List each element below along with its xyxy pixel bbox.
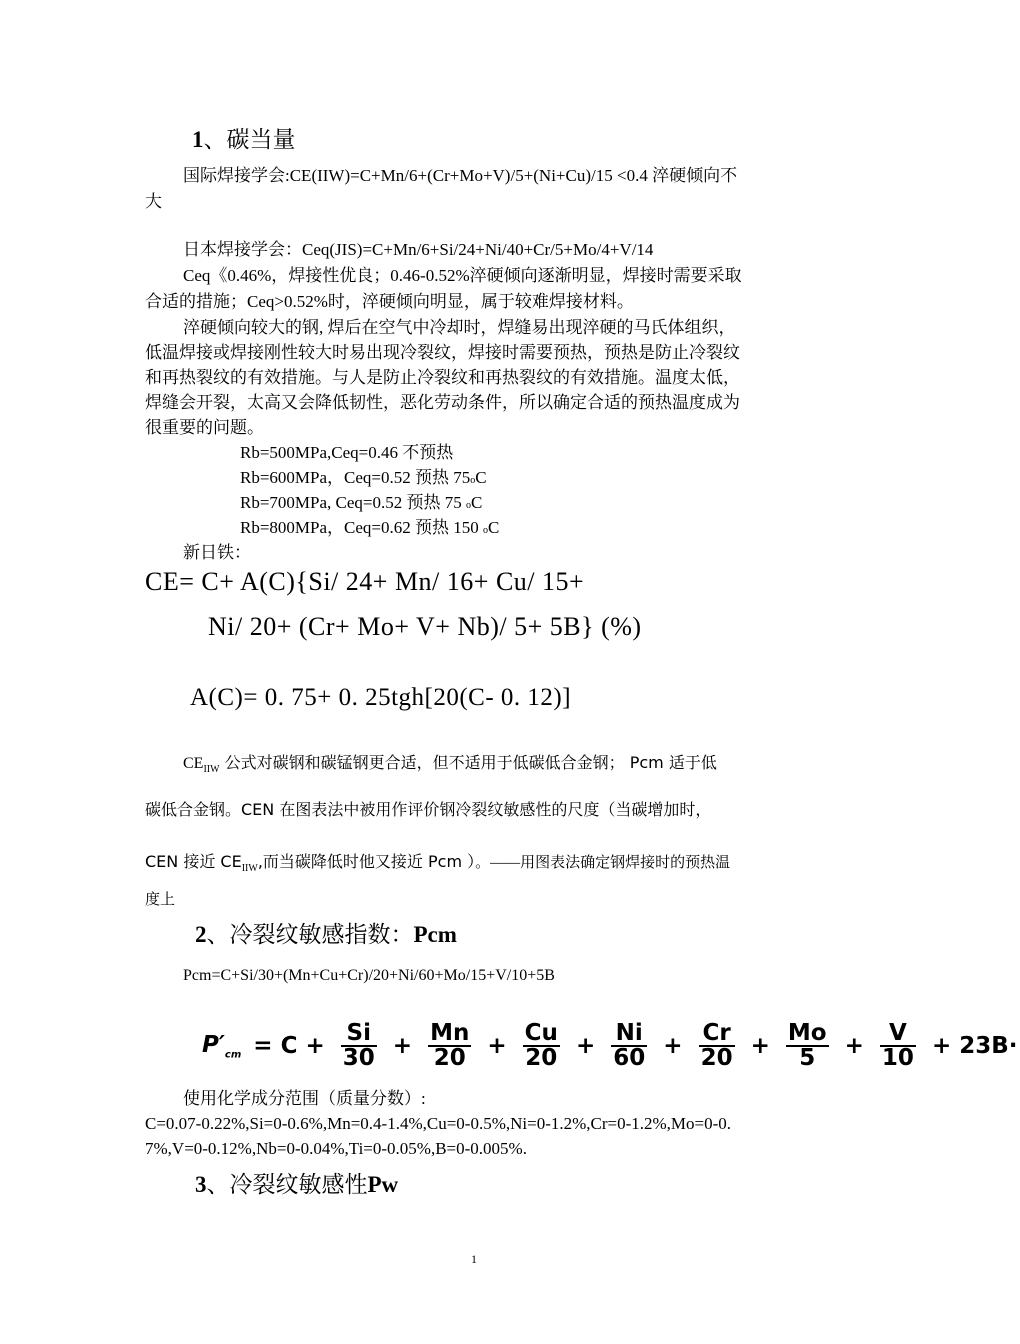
denominator: 20 [525,1045,558,1071]
degree-mark: o [470,475,476,486]
plus-sign: + [844,1033,864,1059]
degree-mark: o [466,500,472,511]
numerator: Si [341,1022,377,1047]
denominator: 20 [700,1045,733,1071]
ceq-text-line1: Ceq《0.46%，焊接性优良；0.46-0.52%淬硬倾向逐渐明显，焊接时需要采取 [183,266,742,285]
preheat-paragraph-line2: 低温焊接或焊接刚性较大时易出现冷裂纹，焊接时需要预热，预热是防止冷裂纹 [145,343,740,362]
plus-sign: + [392,1033,413,1059]
numerator: Cu [524,1020,558,1046]
rb-item-500: Rb=500MPa,Ceq=0.46 不预热 [240,443,454,462]
iiw-formula-line1: 国际焊接学会:CE(IIW)=C+Mn/6+(Cr+Mo+V)/5+(Ni+Cu)/15 <0.4 淬硬倾向不 [183,166,738,185]
composition-range-line1: C=0.07-0.22%,Si=0-0.6%,Mn=0.4-1.4%,Cu=0-0.5%,Ni=0-1.2%,Cr=0-1.2%,Mo=0-0. [145,1114,732,1133]
pcm-lhs-symbol: P′ [202,1031,225,1058]
pcm-tail: + 23B· [931,1033,1018,1059]
denominator: 60 [613,1045,646,1071]
fraction-mn [428,1022,471,1070]
ce-paragraph-line4: 度上 [145,892,176,908]
preheat-paragraph-line1: 淬硬倾向较大的钢, 焊后在空气中冷却时，焊缝易出现淬硬的马氏体组织， [183,318,736,337]
ce-text: 公式对碳钢和碳锰钢更合适，但不适用于低碳低合金钢； Pcm 适于低 [219,753,717,772]
pcm-formula: Pcm=C+Si/30+(Mn+Cu+Cr)/20+Ni/60+Mo/15+V/10+5B [183,967,555,984]
denominator: 20 [433,1045,466,1071]
composition-range-line2: 7%,V=0-0.12%,Nb=0-0.04%,Ti=0-0.05%,B=0-0.005%. [145,1139,527,1158]
rb-item-800 [240,515,499,544]
fraction-si [341,1022,377,1070]
pcm-lhs [202,1031,242,1061]
section-number: 2 [195,922,207,947]
section-number: 1 [192,127,204,152]
degree-mark: o [483,525,489,536]
fraction-v [880,1022,916,1070]
rb-item-text: Rb=600MPa，Ceq=0.52 预热 75 [240,468,471,487]
denominator: 30 [342,1045,375,1071]
section-title-bold: Pcm [413,922,457,947]
celsius-unit: C [471,493,483,512]
section-title: 、冷裂纹敏感指数： [206,922,414,947]
numerator: Mo [787,1020,827,1046]
page-number: 1 [471,1252,477,1266]
fraction-mo [786,1022,829,1070]
celsius-unit: C [475,468,487,487]
denominator: 5 [799,1045,816,1071]
ce-paragraph-line2: 碳低合金钢。CEN 在图表法中被用作评价钢冷裂纹敏感性的尺度（当碳增加时， [145,800,712,819]
ce-subscript: IIW [203,764,220,775]
section-heading-1 [192,121,296,154]
numerator: Mn [430,1020,470,1046]
preheat-paragraph-line4: 焊缝会开裂，太高又会降低韧性，恶化劳动条件，所以确定合适的预热温度成为 [145,393,740,412]
fraction-cu [523,1022,560,1070]
pcm-equals: = C + [253,1033,325,1059]
preheat-paragraph-line5: 很重要的问题。 [145,418,264,437]
rb-item-text: Rb=700MPa, Ceq=0.52 预热 75 [240,493,467,512]
section-title-bold: Pw [367,1172,399,1197]
ce-symbol: CE [183,755,204,772]
jis-formula: 日本焊接学会：Ceq(JIS)=C+Mn/6+Si/24+Ni/40+Cr/5+Mo/4+V/14 [183,240,654,259]
rb-item-text: Rb=800MPa，Ceq=0.62 预热 150 [240,518,484,537]
pcm-fraction-formula [200,1022,1020,1070]
ceq-text-line2: 合适的措施；Ceq>0.52%时，淬硬倾向明显，属于较难焊接材料。 [145,292,634,311]
section-title: 、冷裂纹敏感性 [206,1172,368,1197]
ce-paragraph-line3 [145,849,730,882]
ce-formula-line1: CE= C+ A(C){Si/ 24+ Mn/ 16+ Cu/ 15+ [145,567,585,596]
nippon-steel-label: 新日铁： [183,543,251,562]
numerator: Ni [611,1022,647,1047]
plus-sign: + [575,1033,596,1059]
section-heading-2 [195,916,457,949]
celsius-unit: C [488,518,500,537]
numerator: V [880,1022,916,1047]
fraction-cr [699,1022,735,1070]
composition-range-label: 使用化学成分范围（质量分数）: [183,1089,426,1108]
denominator: 10 [881,1045,914,1071]
cen-text: CEN 接近 CE [145,852,242,871]
iiw-formula-line2: 大 [145,192,162,211]
plus-sign: + [750,1033,770,1059]
plus-sign: + [487,1033,507,1059]
ce-subscript: IIW [241,863,258,874]
section-number: 3 [195,1172,207,1197]
preheat-paragraph-line3: 和再热裂纹的有效措施。与人是防止冷裂纹和再热裂纹的有效措施。温度太低， [145,368,740,387]
ce-paragraph-line1 [183,750,717,783]
fraction-ni [611,1022,647,1070]
ce-formula-line2: Ni/ 20+ (Cr+ Mo+ V+ Nb)/ 5+ 5B} (%) [208,612,642,641]
chart-method-text: 。——用图表法确定钢焊接时的预热温 [475,855,731,871]
numerator: Cr [699,1022,735,1047]
section-heading-3 [195,1166,398,1199]
section-title: 、碳当量 [203,127,296,152]
plus-sign: + [663,1033,683,1059]
cen-text-cont: ,而当碳降低时他又接近 Pcm ） [257,852,476,871]
pcm-lhs-subscript: cm [224,1049,242,1061]
ac-formula: A(C)= 0. 75+ 0. 25tgh[20(C- 0. 12)] [190,684,572,711]
